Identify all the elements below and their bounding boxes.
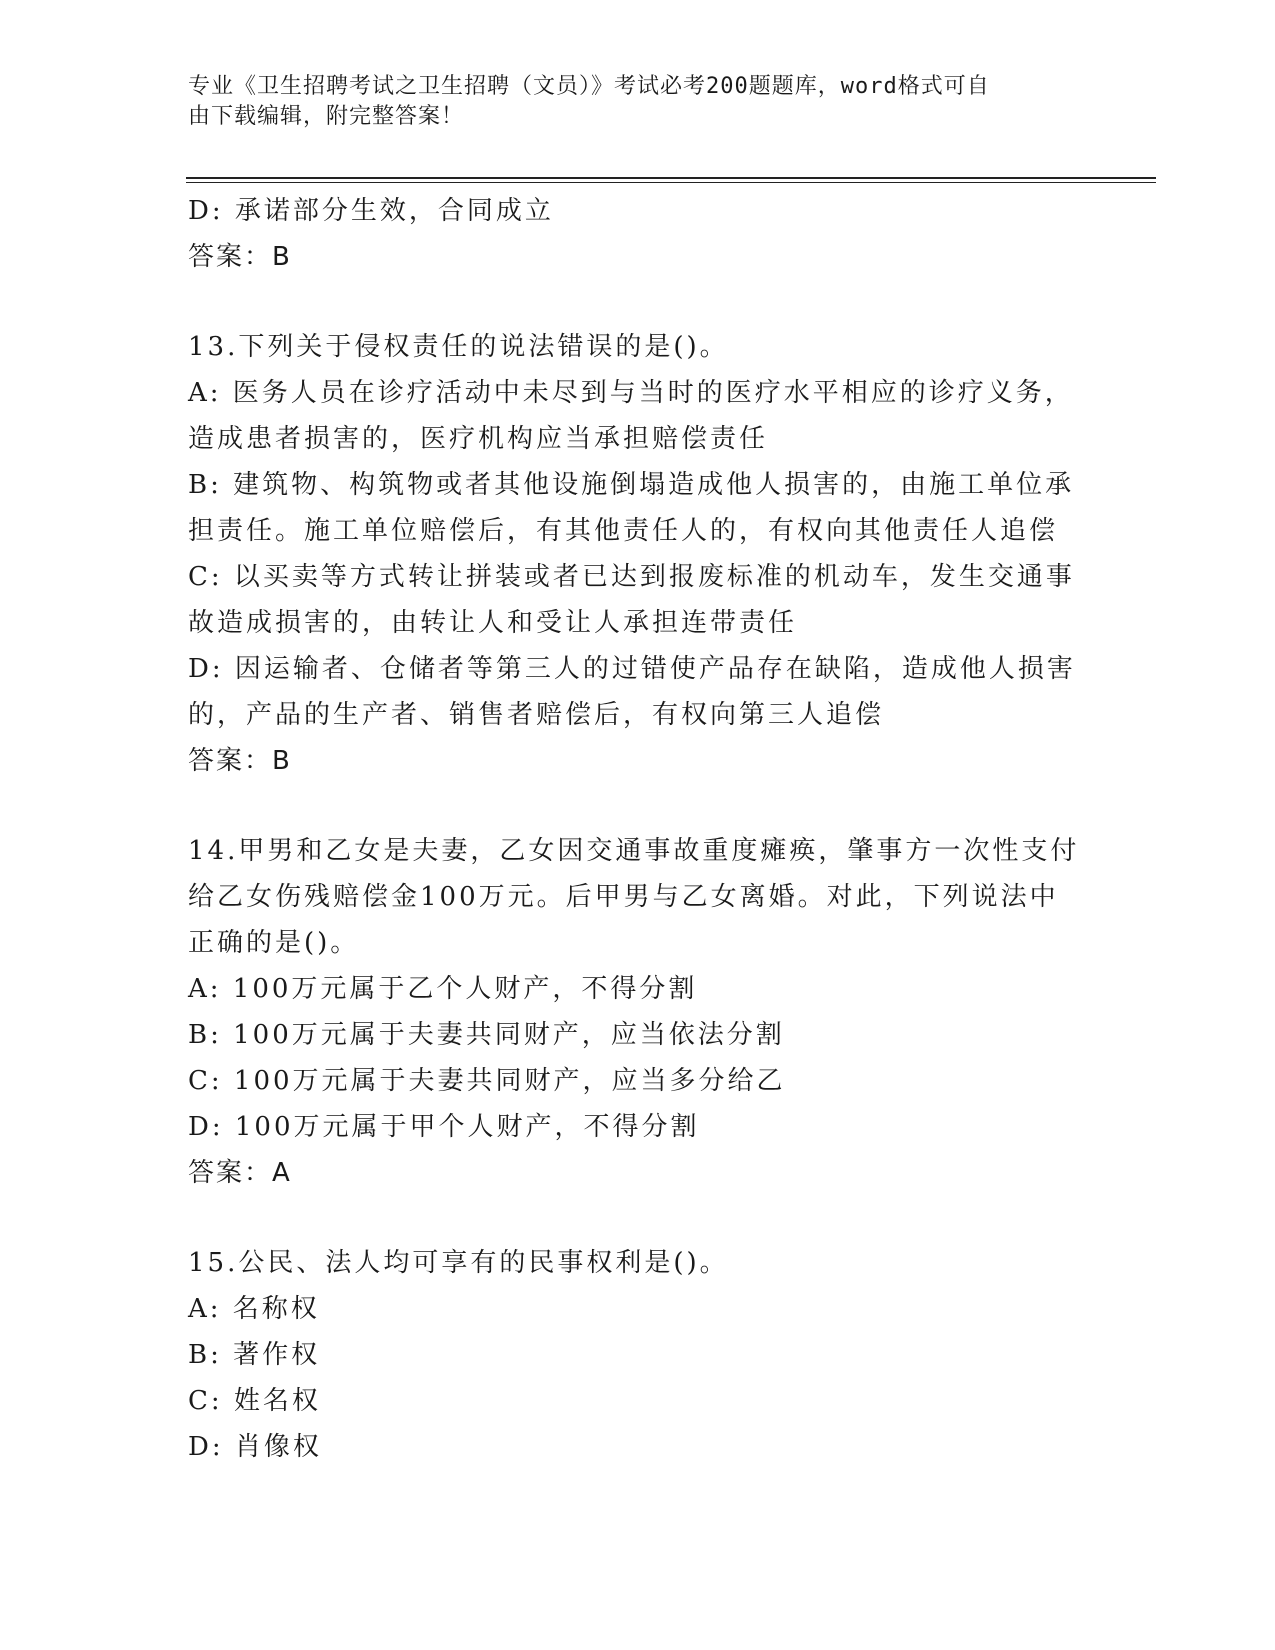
question-gap — [188, 280, 1088, 324]
header-divider-thin — [186, 182, 1156, 183]
option-a: A: 医务人员在诊疗活动中未尽到与当时的医疗水平相应的诊疗义务， — [188, 378, 1074, 408]
question-stem-continued: 给乙女伤残赔偿金100万元。后甲男与乙女离婚。对此，下列说法中 — [188, 882, 1059, 912]
option-b: B: 100万元属于夫妻共同财产，应当依法分割 — [188, 1020, 785, 1050]
answer-label: 答案：B — [188, 746, 292, 776]
question-gap — [188, 1196, 1088, 1240]
header-divider-thick — [186, 177, 1156, 179]
option-c: C: 100万元属于夫妻共同财产，应当多分给乙 — [188, 1066, 786, 1096]
question-stem-continued: 正确的是()。 — [188, 928, 360, 958]
option-c-continued: 故造成损害的，由转让人和受让人承担连带责任 — [188, 608, 798, 638]
option-d: D: 100万元属于甲个人财产，不得分割 — [188, 1112, 700, 1142]
option-b-continued: 担责任。施工单位赔偿后，有其他责任人的，有权向其他责任人追偿 — [188, 516, 1059, 546]
question-gap — [188, 784, 1088, 828]
question-13 — [188, 324, 1088, 784]
option-c: C: 姓名权 — [188, 1386, 321, 1416]
option-d: D: 因运输者、仓储者等第三人的过错使产品存在缺陷，造成他人损害 — [188, 654, 1076, 684]
question-stem: 15.公民、法人均可享有的民事权利是()。 — [188, 1248, 729, 1278]
option-b: B: 著作权 — [188, 1340, 321, 1370]
question-stem: 14.甲男和乙女是夫妻，乙女因交通事故重度瘫痪，肇事方一次性支付 — [188, 836, 1080, 866]
question-15 — [188, 1240, 1088, 1470]
question-14 — [188, 828, 1088, 1196]
question-content — [188, 188, 1088, 1470]
option-a-continued: 造成患者损害的，医疗机构应当承担赔偿责任 — [188, 424, 769, 454]
header-line-1: 专业《卫生招聘考试之卫生招聘（文员）》考试必考200题题库，word格式可自 — [188, 74, 990, 99]
option-d: D: 肖像权 — [188, 1432, 322, 1462]
header-line-2: 由下载编辑，附完整答案！ — [188, 104, 465, 129]
option-d-continued: 的，产品的生产者、销售者赔偿后，有权向第三人追偿 — [188, 700, 885, 730]
option-a: A: 100万元属于乙个人财产，不得分割 — [188, 974, 698, 1004]
document-header — [188, 72, 1068, 132]
answer-label: 答案：B — [188, 242, 292, 272]
question-stem: 13.下列关于侵权责任的说法错误的是()。 — [188, 332, 729, 362]
question-12-tail — [188, 188, 1088, 280]
answer-label: 答案：A — [188, 1158, 292, 1188]
option-a: A: 名称权 — [188, 1294, 320, 1324]
option-b: B: 建筑物、构筑物或者其他设施倒塌造成他人损害的，由施工单位承 — [188, 470, 1075, 500]
option-d: D: 承诺部分生效，合同成立 — [188, 196, 554, 226]
option-c: C: 以买卖等方式转让拼装或者已达到报废标准的机动车，发生交通事 — [188, 562, 1075, 592]
